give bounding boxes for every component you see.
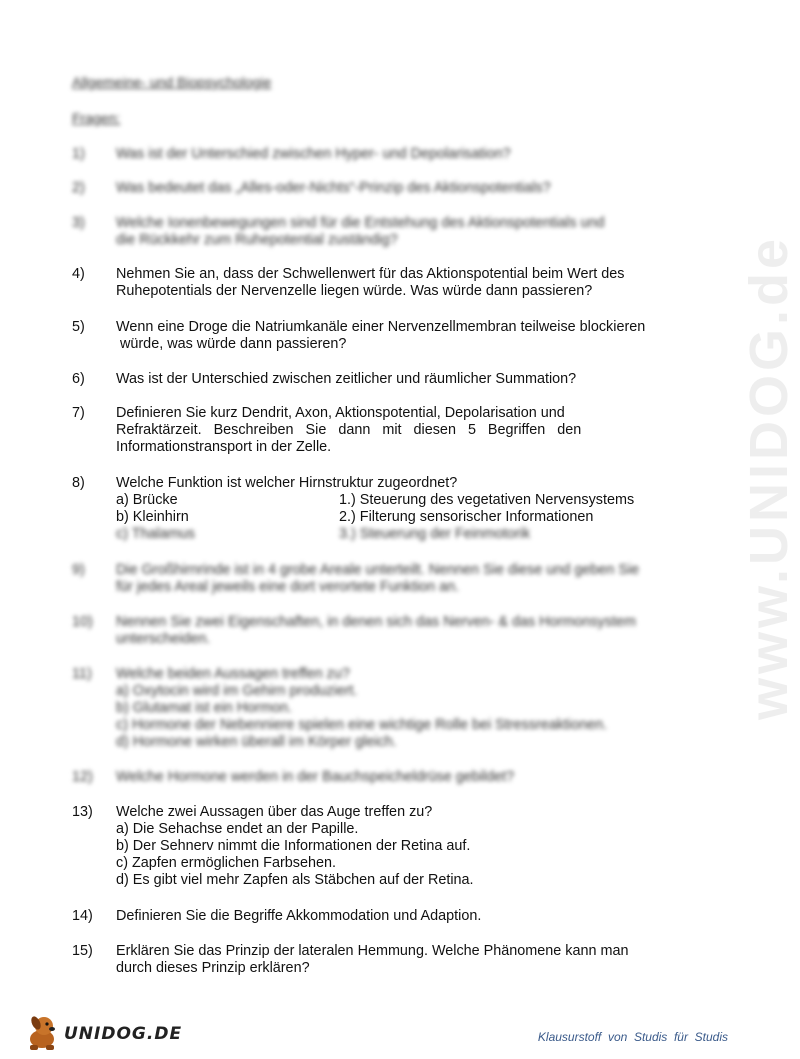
dog-mascot-icon [22, 1012, 62, 1052]
matching-row: a) Brücke 1.) Steuerung des vegetativen Nervensystems [116, 492, 635, 508]
matching-row: b) Kleinhirn 2.) Filterung sensorischer Informationen [116, 509, 594, 525]
unidog-logo: UNIDOG.DE [22, 1012, 162, 1052]
questions-heading: Fragen: [72, 110, 121, 126]
matching-row: c) Thalamus 3.) Steuerung der Feinmotorik [116, 526, 531, 542]
footer-claim: Klausurstoff von Studis für Studis [537, 1030, 728, 1044]
document-page: www.UNIDOG.de Allgemeine- und Biopsychologie Fragen: 1) Was ist der Unterschied zwischen Hyper- und Depolarisation? 2) Was bedeutet das „Alles-oder-Nichts“-Prinzip des Aktionspotentials? 3) Welche Ionenbewegungen sind für die Entstehung des Aktionspotentials und die Rückkehr zum Ruhepotential zuständig? 4) Nehmen Sie an, dass der Schwellenwert für das Aktionspotential beim Wert des Ruhepotentials der Nervenzelle liegen würde. Was würde dann passieren? 5) Wenn eine Droge die Natriumkanäle einer Nervenzellmembran teilweise blockieren würde, was würde dann passieren? 6) Was ist der Unterschied zwischen zeitlicher und räumlicher Summation? 7) Definieren Sie kurz Dendrit, Axon, Aktionspotential, Depolarisation und Refraktärzeit. Beschreiben Sie dann mit diesen 5 Begriffen den Informationstransport in der Zelle. 8) Welche Funktion ist welcher Hirnstruktur zugeordnet? a) Brücke 1.) Steuerung des vegetativen Nervensystems b) Kleinhirn 2.) Filterung sensorischer Informationen c) Thalamus 3.) Steuerung der Feinmotorik 9) Die Großhirnrinde ist in 4 grobe Areale unterteilt. Nennen Sie diese und geben Sie für jedes Areal jeweils eine dort verortete Funktion an. 10) Nennen Sie zwei Eigenschaften, in denen sich das Nerven- & das Hormonsystem unterscheiden. 11) Welche beiden Aussagen treffen zu? a) Oxytocin wird im Gehirn produziert. b) Glutamat ist ein Hormon. c) Hormone der Nebenniere spielen eine wichtige Rolle bei Stressreaktionen. d) Hormone wirken überall im Körper gleich. 12) Welche Hormone werden in der Bauchspeicheldrüse gebildet? 13) Welche zwei Aussagen über das Auge treffen zu? a) Die Sehachse endet an der Papille. b) Der Sehnerv nimmt die Informationen der Retina auf. c) Zapfen ermöglichen Farbsehen. d) Es gibt viel mehr Zapfen als Stäbchen auf der Retina. 14) Definieren Sie die Begriffe Akkommodation und Adaption. 15) Erklären Sie das Prinzip der lateralen Hemmung. Welche Phänomene kann man durch dieses Prinzip erklären? UNIDOG.DE Klausurstoff von Studis für Studis [0, 0, 750, 1059]
page-title: Allgemeine- und Biopsychologie [72, 74, 272, 90]
watermark: www.UNIDOG.de [739, 234, 799, 720]
